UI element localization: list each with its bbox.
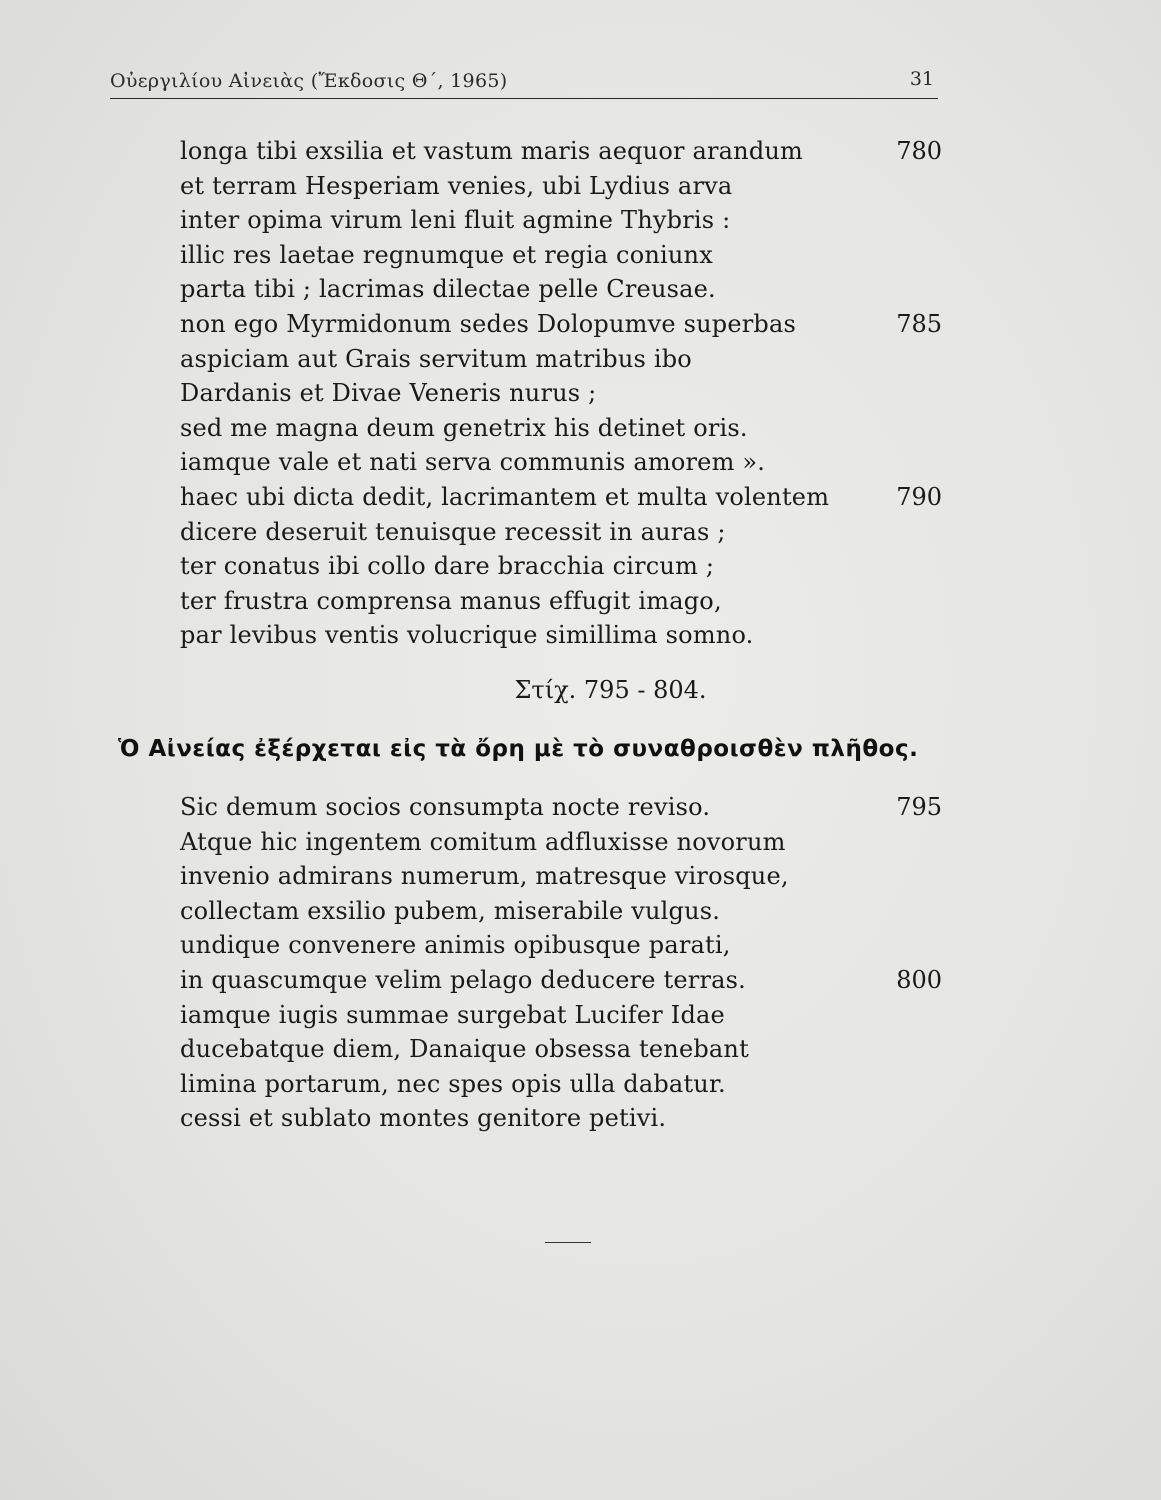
verse-text: Sic demum socios consumpta nocte reviso. [180, 793, 711, 821]
verse-text: Atque hic ingentem comitum adfluxisse novorum [180, 827, 786, 856]
verse-line [180, 1067, 942, 1102]
verse-text: sed me magna deum genetrix his detinet oris. [180, 413, 748, 442]
line-number: 780 [896, 137, 942, 165]
verse-text: ter frustra comprensa manus effugit imago, [180, 586, 722, 615]
line-number: 795 [896, 793, 942, 821]
verse-line [180, 307, 942, 342]
verse-line [180, 859, 942, 894]
verse-text: longa tibi exsilia et vastum maris aequor arandum [180, 137, 804, 165]
verse-line [180, 411, 942, 446]
verse-line [180, 134, 942, 169]
verse-line [180, 963, 942, 998]
verse-text: dicere deseruit tenuisque recessit in auras ; [180, 517, 726, 546]
verse-text: undique convenere animis opibusque parati, [180, 931, 731, 960]
verse-line [180, 515, 942, 550]
running-header [110, 66, 938, 99]
verse-text: ter conatus ibi collo dare bracchia circum ; [180, 552, 715, 581]
verse-line [180, 342, 942, 377]
verse-line [180, 203, 942, 238]
line-number: 800 [896, 965, 942, 994]
line-number: 790 [896, 482, 942, 511]
header-title: Οὐεργιλίου Αἰνειὰς (Ἔκδοσις Θ΄, 1965) [110, 70, 508, 92]
verse-line [180, 790, 942, 825]
verse-text: par levibus ventis volucrique simillima somno. [180, 621, 754, 650]
verse-text: et terram Hesperiam venies, ubi Lydius arva [180, 171, 733, 200]
verse-text: haec ubi dicta dedit, lacrimantem et multa volentem [180, 482, 830, 511]
verse-line [180, 1101, 942, 1136]
verse-line [180, 272, 942, 307]
verse-line [180, 618, 942, 653]
line-number: 785 [896, 309, 942, 338]
verse-reference: Στίχ. 795 - 804. [514, 676, 707, 704]
verse-line [180, 825, 942, 860]
verse-line [180, 238, 942, 273]
verse-text: ducebatque diem, Danaique obsessa tenebant [180, 1035, 749, 1064]
verse-line [180, 928, 942, 963]
verse-text: collectam exsilio pubem, miserabile vulgus. [180, 896, 721, 925]
verse-line [180, 376, 942, 411]
verse-line [180, 549, 942, 584]
verse-text: in quascumque velim pelago deducere terras. [180, 965, 746, 994]
verse-text: inter opima virum leni fluit agmine Thybris : [180, 206, 731, 235]
section-heading: Ὁ Αἰνείας ἐξέρχεται εἰς τὰ ὄρη μὲ τὸ συναθροισθὲν πλῆθος. [118, 736, 919, 762]
verse-line [180, 894, 942, 929]
verse-text: parta tibi ; lacrimas dilectae pelle Creusae. [180, 275, 716, 304]
verse-text: Dardanis et Divae Veneris nurus ; [180, 379, 597, 408]
page-number: 31 [909, 68, 934, 90]
verse-text: cessi et sublato montes genitore petivi. [180, 1104, 667, 1133]
verse-line [180, 445, 942, 480]
verse-line [180, 480, 942, 515]
verse-text: iamque iugis summae surgebat Lucifer Idae [180, 1000, 725, 1029]
verse-line [180, 169, 942, 204]
verse-line [180, 998, 942, 1033]
verse-text: iamque vale et nati serva communis amorem ». [180, 448, 766, 477]
verse-text: non ego Myrmidonum sedes Dolopumve superbas [180, 309, 797, 338]
verse-text: aspiciam aut Grais servitum matribus ibo [180, 344, 692, 373]
verse-text: invenio admirans numerum, matresque virosque, [180, 862, 789, 891]
section-divider [545, 1242, 591, 1243]
verse-text: illic res laetae regnumque et regia coniunx [180, 240, 713, 269]
verse-text: limina portarum, nec spes opis ulla dabatur. [180, 1069, 726, 1098]
verse-passage-one [180, 134, 942, 653]
verse-line [180, 1032, 942, 1067]
verse-line [180, 584, 942, 619]
verse-passage-two [180, 790, 942, 1136]
